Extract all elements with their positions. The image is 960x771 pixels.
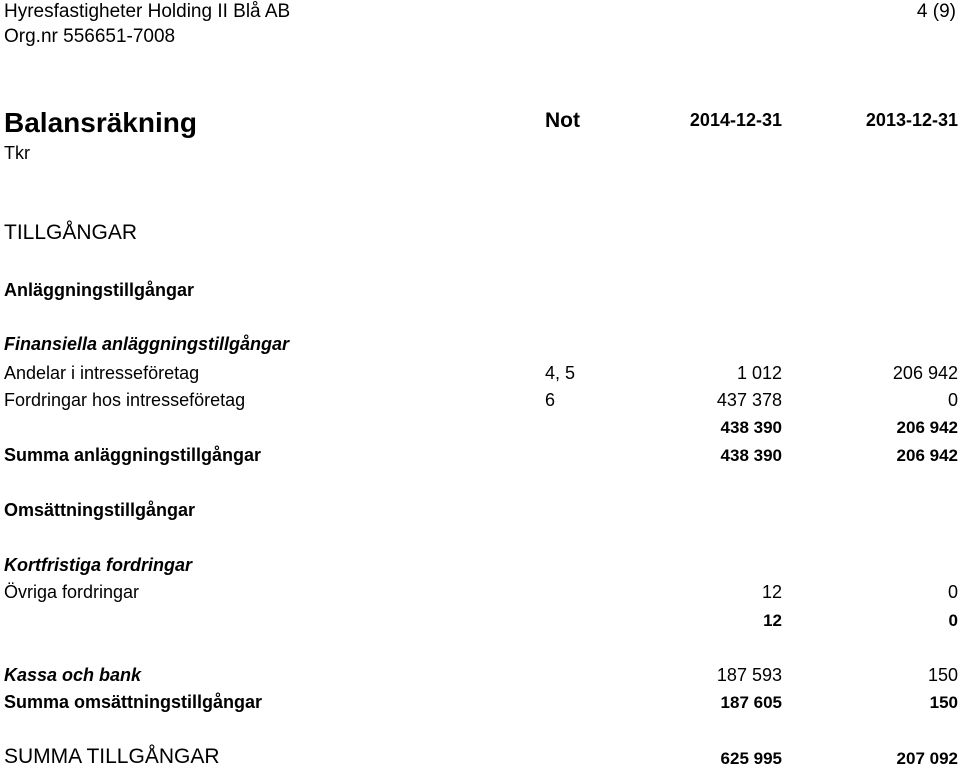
row-label-ovriga-fordringar: Övriga fordringar <box>4 582 140 602</box>
row-current-summa-anlaggning: 438 390 <box>720 446 782 465</box>
note-column-header: Not <box>545 109 580 132</box>
row-label-summa-omsattning: Summa omsättningstillgångar <box>4 692 263 712</box>
row-label-summa-tillgangar: SUMMA TILLGÅNGAR <box>4 745 220 768</box>
subtotal-current-financial: 438 390 <box>720 418 782 437</box>
section-financial-fixed-assets: Finansiella anläggningstillgångar <box>4 334 290 354</box>
page-number: 4 (9) <box>916 1 956 22</box>
unit-label: Tkr <box>4 143 30 163</box>
row-note-andelar: 4, 5 <box>545 363 576 383</box>
row-current-fordringar-intresse: 437 378 <box>716 390 782 410</box>
row-previous-summa-omsattning: 150 <box>929 693 958 712</box>
row-previous-kassa-bank: 150 <box>927 665 958 685</box>
row-previous-andelar: 206 942 <box>892 363 958 383</box>
section-current-assets: Omsättningstillgångar <box>4 500 196 520</box>
org-number: Org.nr 556651-7008 <box>4 26 176 47</box>
section-short-receivables: Kortfristiga fordringar <box>4 555 193 575</box>
row-label-summa-anlaggning: Summa anläggningstillgångar <box>4 445 262 465</box>
row-current-kassa-bank: 187 593 <box>716 665 782 685</box>
row-previous-fordringar-intresse: 0 <box>947 390 958 410</box>
row-note-fordringar-intresse: 6 <box>545 390 556 410</box>
section-assets: TILLGÅNGAR <box>4 221 138 244</box>
subtotal-previous-financial: 206 942 <box>896 418 958 437</box>
row-label-kassa-bank: Kassa och bank <box>4 665 142 685</box>
row-current-ovriga-fordringar: 12 <box>761 582 782 602</box>
current-year-header: 2014-12-31 <box>689 110 782 130</box>
row-current-andelar: 1 012 <box>736 363 782 383</box>
subtotal-previous-receivables: 0 <box>948 611 958 630</box>
row-current-summa-tillgangar: 625 995 <box>720 749 782 768</box>
row-current-summa-omsattning: 187 605 <box>720 693 782 712</box>
previous-year-header: 2013-12-31 <box>865 110 958 130</box>
row-previous-summa-tillgangar: 207 092 <box>896 749 958 768</box>
row-label-fordringar-intresse: Fordringar hos intresseföretag <box>4 390 246 410</box>
row-previous-summa-anlaggning: 206 942 <box>896 446 958 465</box>
section-fixed-assets: Anläggningstillgångar <box>4 280 195 300</box>
report-title: Balansräkning <box>4 107 197 138</box>
row-label-andelar: Andelar i intresseföretag <box>4 363 200 383</box>
row-previous-ovriga-fordringar: 0 <box>947 582 958 602</box>
company-name: Hyresfastigheter Holding II Blå AB <box>4 1 291 22</box>
subtotal-current-receivables: 12 <box>763 611 782 630</box>
